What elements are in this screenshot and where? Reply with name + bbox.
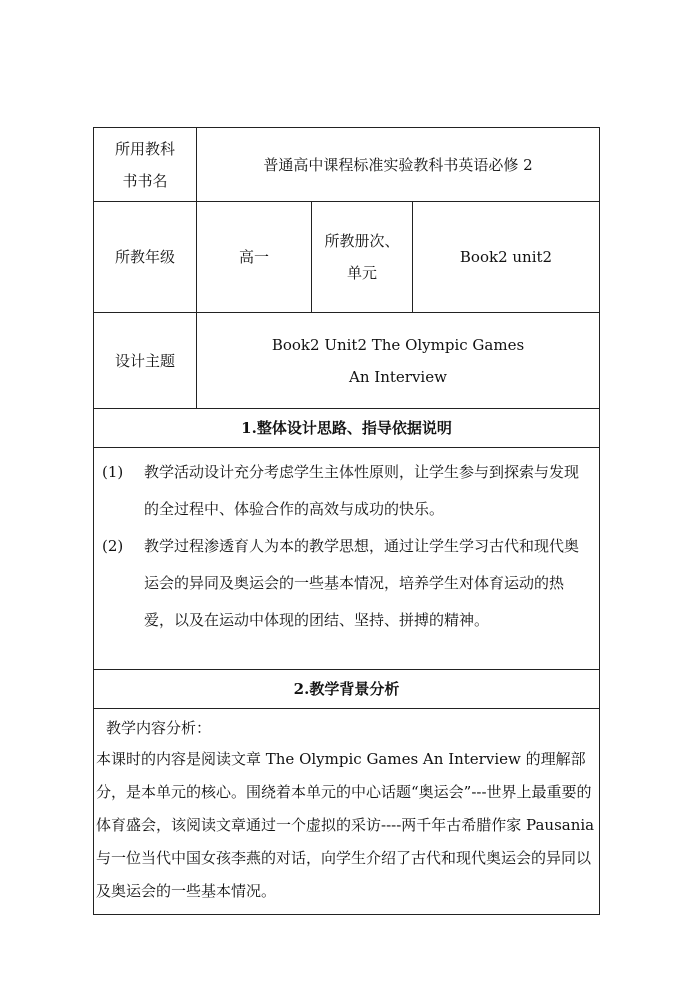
section1-body [94,448,600,670]
principle-item-1 [102,454,591,528]
textbook-row [94,128,600,202]
principle-number: (2) [102,537,124,555]
principle-number: (1) [102,463,124,481]
theme-label: 设计主题 [94,313,197,409]
section1-title-row [94,409,600,448]
section2-body-row [94,709,600,915]
principle-text: 教学过程渗透育人为本的教学思想，通过让学生学习古代和现代奥运会的异同及奥运会的一些基本情况，培养学生对体育运动的热爱，以及在运动中体现的团结、坚持、拼搏的精神。 [144,537,580,629]
theme-value [197,313,600,409]
grade-label: 所教年级 [94,202,197,313]
textbook-label: 所用教科书书名 [94,128,197,202]
grade-value: 高一 [197,202,312,313]
volume-unit-label: 所教册次、单元 [312,202,413,313]
textbook-value: 普通高中课程标准实验教科书英语必修 2 [197,128,600,202]
principle-item-2 [102,528,591,639]
section1-body-row [94,448,600,670]
content-analysis-heading: 教学内容分析： [106,719,212,737]
theme-row [94,313,600,409]
theme-line-1: Book2 Unit2 The Olympic Games [271,335,525,354]
theme-line-2: An Interview [349,367,447,386]
lesson-plan-table [93,127,600,915]
section2-title-row [94,670,600,709]
volume-unit-value: Book2 unit2 [413,202,600,313]
section2-body [94,709,600,915]
principle-text: 教学活动设计充分考虑学生主体性原则，让学生参与到探索与发现的全过程中、体验合作的高效与成功的快乐。 [144,463,580,518]
content-analysis-text: 本课时的内容是阅读文章 The Olympic Games An Interview 的理解部分，是本单元的核心。围绕着本单元的中心话题“奥运会”---世界上最重要的体育盛会，该阅读文章通过一个虚拟的采访----两千年古希腊作家 Pausania 与一位当代中国女孩李燕的对话，向学生介绍了古代和现代奥运会的异同以及奥运会的一些基本情况。 [96,750,595,900]
section1-title: 1.整体设计思路、指导依据说明 [94,409,600,448]
grade-row [94,202,600,313]
section2-title: 2.教学背景分析 [94,670,600,709]
